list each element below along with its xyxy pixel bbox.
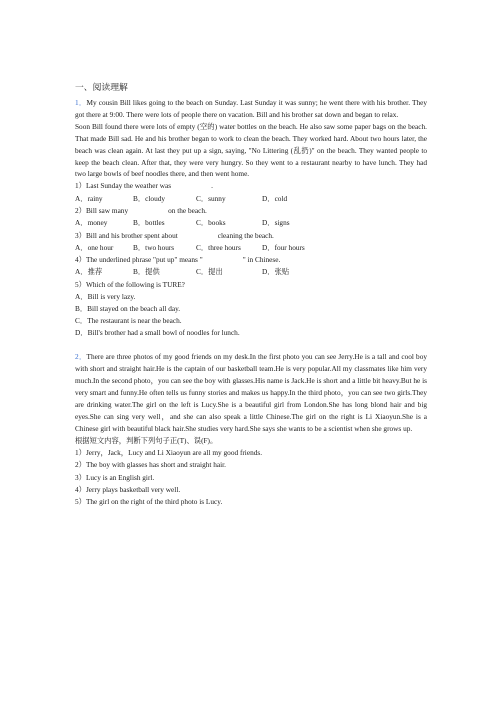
option[interactable]: C．three hours	[196, 242, 241, 252]
document-page	[75, 82, 427, 509]
question-4: 4）The underlined phrase "put up" means " " in Chinese. A．推荐 B．提供 C．提出 D．张贴	[75, 254, 427, 279]
option[interactable]: C．提出	[196, 267, 223, 277]
question-4-options	[75, 266, 427, 278]
option[interactable]: B．two hours	[133, 242, 175, 252]
option[interactable]: C．sunny	[196, 193, 226, 203]
question-3: 3）Bill and his brother spent about cleaning the beach. A．one hour B．two hours C．three hours D．four hours	[75, 230, 427, 255]
question-2: 2）Bill saw many on the beach. A．money B．bottles C．books D．signs	[75, 205, 427, 230]
option[interactable]: B．Bill stayed on the beach all day.	[75, 304, 181, 314]
option[interactable]: A．one hour	[75, 242, 114, 252]
passage-1-paragraph-2: Soon Bill found there were lots of empty (空的) water bottles on the beach. He also saw some paper bags on the beach. That made Bill sad. He and his brother began to work to clean the beach. They worked hard. About two hours later, the beach was clean again. At last they put up a sign, saying, "No Littering (乱扔)" on the beach. They wanted people to keep the beach clean. After that, they were very hungry. So they went to a restaurant nearby to have lunch. They had two large bowls of beef noodles there, and then went home.	[75, 121, 427, 179]
passage-1-paragraph-1: 1．My cousin Bill likes going to the beach on Sunday. Last Sunday it was sunny; he went there with his brother. They got there at 9:00. There were lots of people there on vacation. Bill and his brother sat down and began to relax.	[75, 98, 427, 119]
question-1: 1）Last Sunday the weather was . A．rainy B．cloudy C．sunny D．cold	[75, 180, 427, 205]
passage-2-text: 2．There are three photos of my good friends on my desk.In the first photo you can see Jerry.He is a tall and cool boy with short and straight hair.He is the captain of our basketball team.He is very popular.All my classmates like him very much.In the second photo，you can see the boy with glasses.His name is Jack.He is short and a little bit heavy.But he is very smart and funny.He often tells us funny stories and makes us happy.In the third photo，you can see two girls.They are drinking water.The girl on the left is Lucy.She is a beautiful girl from London.She has long blond hair and big eyes.She can sing very well，and she can also speak a little Chinese.The girl on the right is Li Xiaoyun.She is a Chinese girl with beautiful black hair.She studies very hard.She says she wants to be a scientist when she grows up.	[75, 352, 428, 433]
option[interactable]: A．rainy	[75, 193, 103, 203]
statement: 4）Jerry plays basketball very well.	[75, 484, 181, 494]
option[interactable]: D．张贴	[262, 267, 290, 277]
question-3-options	[75, 242, 427, 254]
option[interactable]: A．推荐	[75, 267, 103, 277]
option[interactable]: D．signs	[262, 218, 290, 228]
question-2-options	[75, 217, 427, 229]
statement: 2）The boy with glasses has short and straight hair.	[75, 460, 226, 470]
option[interactable]: C．The restaurant is near the beach.	[75, 316, 182, 326]
statement: 1）Jerry，Jack，Lucy and Li Xiaoyun are all my good friends.	[75, 448, 263, 458]
option[interactable]: A．money	[75, 218, 108, 228]
statement: 5）The girl on the right of the third photo is Lucy.	[75, 497, 223, 507]
passage-2-instruction: 根据短文内容，判断下列句子正(T)、误(F)。	[75, 435, 218, 445]
option[interactable]: D．cold	[262, 193, 288, 203]
option[interactable]: C．books	[196, 218, 226, 228]
question-5: 5）Which of the following is TURE? A．Bill is very lazy. B．Bill stayed on the beach all day. C．The restaurant is near the beach. D．Bill's brother had a small bowl of noodles for lunch.	[75, 279, 427, 340]
option[interactable]: D．four hours	[262, 242, 305, 252]
statement: 3）Lucy is an English girl.	[75, 472, 155, 482]
passage-2-number: 2．	[75, 352, 87, 362]
question-1-options	[75, 193, 427, 205]
option[interactable]: B．提供	[133, 267, 160, 277]
section-title: 一、阅读理解	[75, 83, 128, 93]
option[interactable]: A．Bill is very lazy.	[75, 292, 136, 302]
option[interactable]: D．Bill's brother had a small bowl of noodles for lunch.	[75, 328, 240, 338]
option[interactable]: B．cloudy	[133, 193, 166, 203]
passage-1-number: 1．	[75, 98, 87, 107]
option[interactable]: B．bottles	[133, 218, 165, 228]
